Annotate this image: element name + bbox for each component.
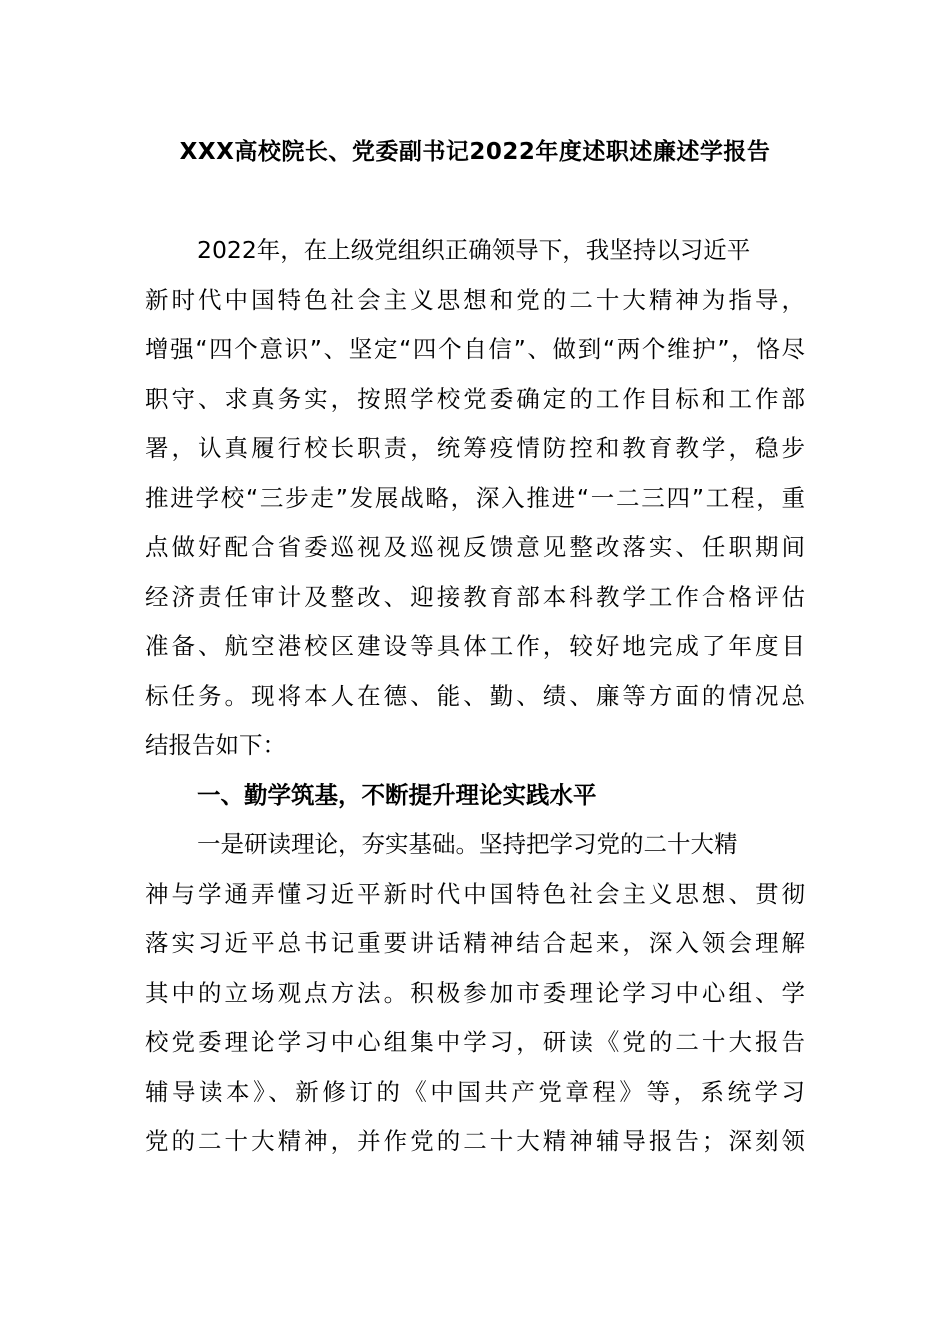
paragraph-line: 准备、航空港校区建设等具体工作，较好地完成了年度目 [145, 632, 805, 660]
paragraph-line: 2022年，在上级党组织正确领导下，我坚持以习近平 [197, 236, 751, 264]
paragraph-line: 推进学校“三步走”发展战略，深入推进“一二三四”工程，重 [145, 483, 805, 512]
section-heading: 一、勤学筑基，不断提升理论实践水平 [197, 780, 597, 809]
paragraph-line: 其中的立场观点方法。积极参加市委理论学习中心组、学 [145, 978, 805, 1007]
paragraph-line: 署，认真履行校长职责，统筹疫情防控和教育教学，稳步 [145, 434, 805, 462]
paragraph-line: 增强“四个意识”、坚定“四个自信”、做到“两个维护”，恪尽 [145, 335, 805, 363]
paragraph-line: 神与学通弄懂习近平新时代中国特色社会主义思想、贯彻 [145, 879, 805, 908]
paragraph-line: 党的二十大精神，并作党的二十大精神辅导报告；深刻领 [145, 1127, 805, 1155]
paragraph-line: 校党委理论学习中心组集中学习，研读《党的二十大报告 [145, 1028, 805, 1056]
paragraph-line: 经济责任审计及整改、迎接教育部本科教学工作合格评估 [145, 582, 805, 611]
paragraph-line: 结报告如下： [145, 731, 286, 759]
paragraph-line: 标任务。现将本人在德、能、勤、绩、廉等方面的情况总 [145, 681, 805, 710]
paragraph-line: 职守、求真务实，按照学校党委确定的工作目标和工作部 [145, 384, 805, 413]
paragraph-line: 一是研读理论，夯实基础。坚持把学习党的二十大精 [197, 830, 738, 858]
paragraph-line: 新时代中国特色社会主义思想和党的二十大精神为指导， [145, 285, 805, 314]
paragraph-line: 点做好配合省委巡视及巡视反馈意见整改落实、任职期间 [145, 533, 805, 561]
paragraph-line: 落实习近平总书记重要讲话精神结合起来，深入领会理解 [145, 929, 805, 957]
document-body [145, 226, 805, 1167]
paragraph-line: 辅导读本》、新修订的《中国共产党章程》等，系统学习 [145, 1077, 805, 1106]
document-title: XXX高校院长、党委副书记2022年度述职述廉述学报告 [179, 139, 771, 165]
